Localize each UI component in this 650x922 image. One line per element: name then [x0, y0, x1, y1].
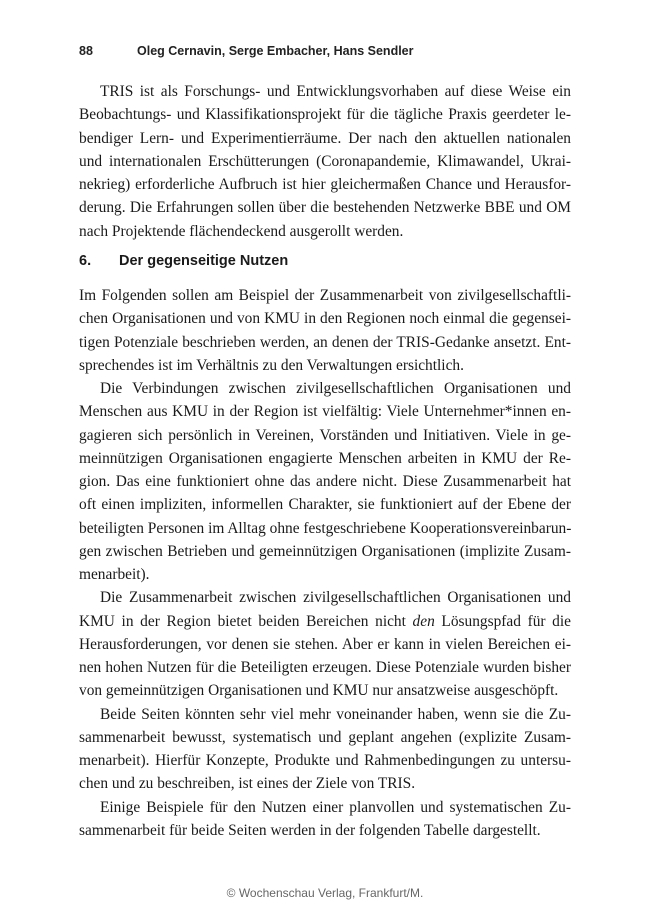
text-line: Im Folgenden sollen am Beispiel der Zusammenarbeit von zivilgesellschaftli- [79, 287, 571, 304]
text-line: nach Projektende flächendeckend ausgerollt werden. [79, 222, 404, 240]
text-line: gagieren sich persönlich in Vereinen, Vorständen und Initiativen. Viele in ge- [79, 426, 571, 444]
text-line: derung. Die Erfahrungen sollen über die bestehenden Netzwerke BBE und OM [79, 199, 571, 217]
text-line: bendiger Lern- und Experimentierräume. Der nach den aktuellen nationalen [79, 129, 571, 147]
text-line: nen hohen Nutzen für die Beteiligten erzeugen. Diese Potenziale wurden bisher [79, 659, 571, 676]
text-line: chen Organisationen und von KMU in den Regionen noch einmal die gegensei- [79, 310, 571, 328]
paragraph [79, 586, 571, 702]
intro-section [79, 80, 571, 243]
paragraph [79, 284, 571, 377]
paragraph [79, 377, 571, 586]
paragraph [79, 703, 571, 796]
text-line: nekrieg) erforderliche Aufbruch ist hier gleichermaßen Chance und Herausfor- [79, 176, 571, 193]
text-line: von gemeinnützigen Organisationen und KMU nur ansatzweise ausgeschöpft. [79, 682, 559, 700]
text-line: Menschen aus KMU in der Region ist vielfältig: Viele Unternehmer*innen en- [79, 403, 571, 421]
header-authors: Oleg Cernavin, Serge Embacher, Hans Sendler [137, 44, 414, 58]
section-heading [79, 253, 571, 269]
section-number: 6. [79, 253, 92, 269]
text-segment: Lösungspfad für die [434, 612, 571, 630]
text-segment: KMU in der Region bietet beiden Bereichen nicht [79, 612, 413, 630]
text-line: und internationalen Erschütterungen (Coronapandemie, Klimawandel, Ukrai- [79, 152, 571, 170]
text-line: tigen Potenziale beschrieben werden, an denen der TRIS-Gedanke ansetzt. Ent- [79, 333, 571, 351]
text-line: gen zwischen Betrieben und gemeinnützigen Organisationen (implizite Zusam- [79, 542, 571, 560]
running-header [79, 44, 579, 58]
text-line: sammenarbeit bewusst, systematisch und geplant angehen (explizite Zusam- [79, 728, 571, 746]
text-line [79, 610, 571, 633]
text-line: menarbeit). Hierfür Konzepte, Produkte und Rahmenbedingungen zu untersu- [79, 752, 571, 769]
text-line: TRIS ist als Forschungs- und Entwicklungsvorhaben auf diese Weise ein [100, 83, 571, 100]
text-line: Beobachtungs- und Klassifikationsprojekt für die tägliche Praxis geerdeter le- [79, 106, 571, 124]
text-line: Einige Beispiele für den Nutzen einer planvollen und systematischen Zu- [100, 798, 571, 816]
text-line: meinnützigen Organisationen engagierte Menschen arbeiten in KMU der Re- [79, 449, 571, 467]
emphasized-word: den [412, 612, 435, 630]
text-line: chen und zu beschreiben, ist eines der Ziele von TRIS. [79, 775, 416, 793]
section-body [79, 284, 571, 842]
text-line: Die Verbindungen zwischen zivilgesellschaftlichen Organisationen und [100, 380, 571, 397]
text-line: beteiligten Personen im Alltag ohne festgeschriebene Kooperationsvereinbarun- [79, 519, 572, 537]
intro-paragraph [79, 80, 571, 243]
section-title: Der gegenseitige Nutzen [119, 253, 289, 269]
copyright-footer: © Wochenschau Verlag, Frankfurt/M. [226, 886, 424, 900]
paragraph [79, 796, 571, 843]
text-line: menarbeit). [79, 566, 150, 583]
text-line: Die Zusammenarbeit zwischen zivilgesellschaftlichen Organisationen und [100, 589, 571, 607]
text-line: Beide Seiten könnten sehr viel mehr voneinander haben, wenn sie die Zu- [100, 705, 571, 723]
text-line: oft einen impliziten, informellen Charakter, sie funktioniert auf der Ebene der [79, 496, 571, 514]
page-number: 88 [79, 44, 93, 58]
text-line: gion. Das eine funktioniert ohne das andere nicht. Diese Zusammenarbeit hat [79, 473, 571, 490]
text-line: Herausforderungen, vor denen sie stehen. Aber er kann in vielen Bereichen ei- [79, 635, 571, 653]
text-line: sprechendes ist im Verhältnis zu den Verwaltungen ersichtlich. [79, 356, 464, 374]
text-line: sammenarbeit für beide Seiten werden in der folgenden Tabelle dargestellt. [79, 821, 541, 839]
